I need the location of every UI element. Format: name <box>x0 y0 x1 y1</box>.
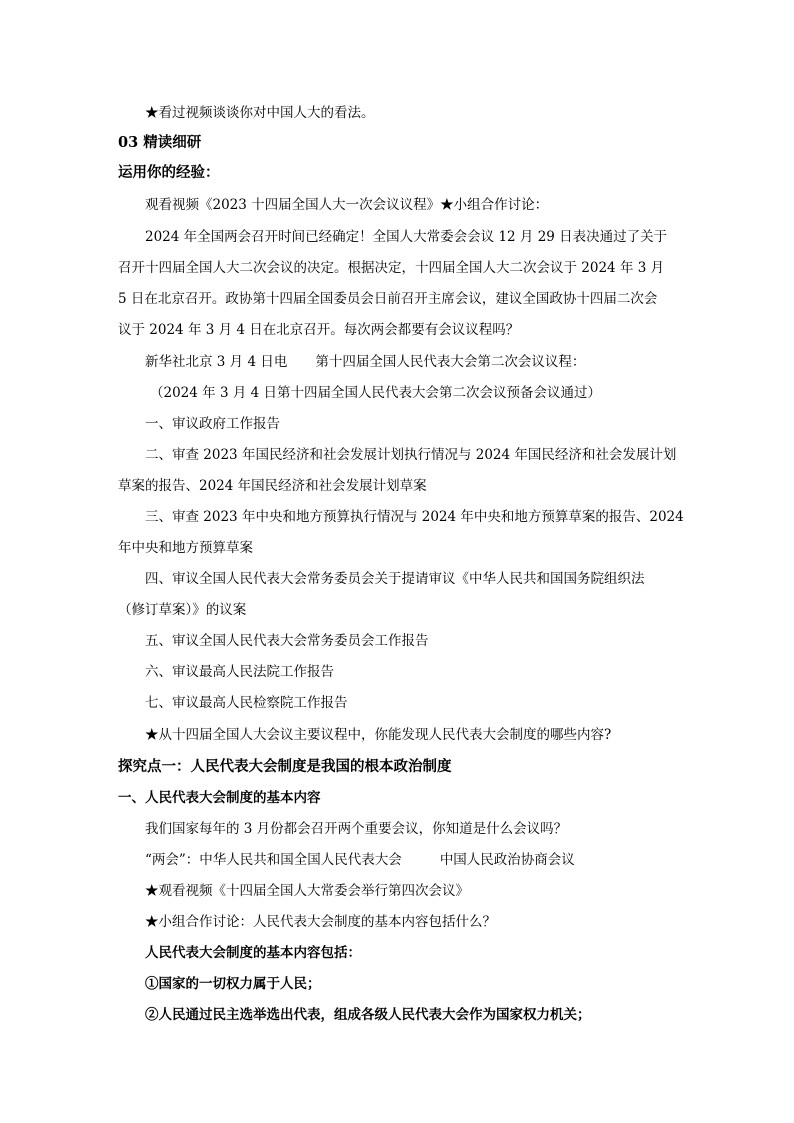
section-heading-inquiry-1: 探究点一：人民代表大会制度是我国的根本政治制度 <box>118 758 452 775</box>
subheading-use-experience: 运用你的经验： <box>118 164 220 181</box>
paragraph-two-sessions-line3: 5 日在北京召开。政协第十四届全国委员会日前召开主席会议，建议全国政协十四届二次会 <box>118 291 658 307</box>
paragraph-two-sessions-line1: 2024 年全国两会召开时间已经确定！全国人大常委会会议 12 月 29 日表决通过了关于 <box>145 229 668 245</box>
two-sessions-definition <box>145 851 688 869</box>
prompt-agenda-question: ★从十四届全国人大会议主要议程中，你能发现人民代表大会制度的哪些内容? <box>145 727 612 743</box>
paragraph-video-discussion: 观看视频《2023 十四届全国人大一次会议议程》★小组合作讨论： <box>145 197 549 213</box>
agenda-item-1: 一、审议政府工作报告 <box>145 416 280 432</box>
agenda-item-4-line1: 四、审议全国人民代表大会常务委员会关于提请审议《中华人民共和国国务院组织法 <box>145 571 645 587</box>
agenda-approval-note: （2024 年 3 月 4 日第十四届全国人民代表大会第二次会议预备会议通过） <box>150 385 601 401</box>
agenda-item-7: 七、审议最高人民检察院工作报告 <box>145 695 348 711</box>
paragraph-two-sessions-line4: 议于 2024 年 3 月 4 日在北京召开。每次两会都要有会议议程吗？ <box>118 322 520 338</box>
two-sessions-cppcc: 中国人民政治协商会议 <box>439 852 575 868</box>
agenda-item-4-line2: （修订草案）》的议案 <box>118 602 247 618</box>
basic-content-point-1: ①国家的一切权力属于人民； <box>145 976 321 992</box>
xinhua-agenda-intro <box>145 353 688 371</box>
two-sessions-npc: “两会”：中华人民共和国全国人民代表大会 <box>145 852 402 868</box>
agenda-item-3-line2: 年中央和地方预算草案 <box>118 540 253 556</box>
prompt-watch-video-4th-session: ★观看视频《十四届全国人大常委会举行第四次会议》 <box>145 883 469 899</box>
agenda-item-5: 五、审议全国人民代表大会常务委员会工作报告 <box>145 633 429 649</box>
section-heading-close-reading: 03 精读细研 <box>118 134 202 151</box>
basic-content-point-2: ②人民通过民主选举选出代表，组成各级人民代表大会作为国家权力机关； <box>145 1007 591 1023</box>
subheading-basic-content: 一、人民代表大会制度的基本内容 <box>118 790 321 806</box>
agenda-item-2-line1: 二、审查 2023 年国民经济和社会发展计划执行情况与 2024 年国民经济和社会发展计划 <box>145 447 677 463</box>
agenda-item-2-line2: 草案的报告、2024 年国民经济和社会发展计划草案 <box>118 478 427 494</box>
prompt-group-discussion: ★小组合作讨论：人民代表大会制度的基本内容包括什么？ <box>145 914 496 930</box>
prompt-watch-video: ★看过视频谈谈你对中国人大的看法。 <box>145 105 375 121</box>
basic-content-heading: 人民代表大会制度的基本内容包括： <box>145 945 361 961</box>
paragraph-march-meetings: 我们国家每年的 3 月份都会召开两个重要会议，你知道是什么会议吗？ <box>145 821 568 837</box>
paragraph-two-sessions-line2: 召开十四届全国人大二次会议的决定。根据决定，十四届全国人大二次会议于 2024 年 3 月 <box>118 260 665 276</box>
agenda-title: 第十四届全国人民代表大会第二次会议议程： <box>315 354 586 370</box>
agenda-item-3-line1: 三、审查 2023 年中央和地方预算执行情况与 2024 年中央和地方预算草案的报告、2024 <box>145 509 684 525</box>
agenda-item-6: 六、审议最高人民法院工作报告 <box>145 664 334 680</box>
xinhua-dateline: 新华社北京 3 月 4 日电 <box>145 354 288 370</box>
